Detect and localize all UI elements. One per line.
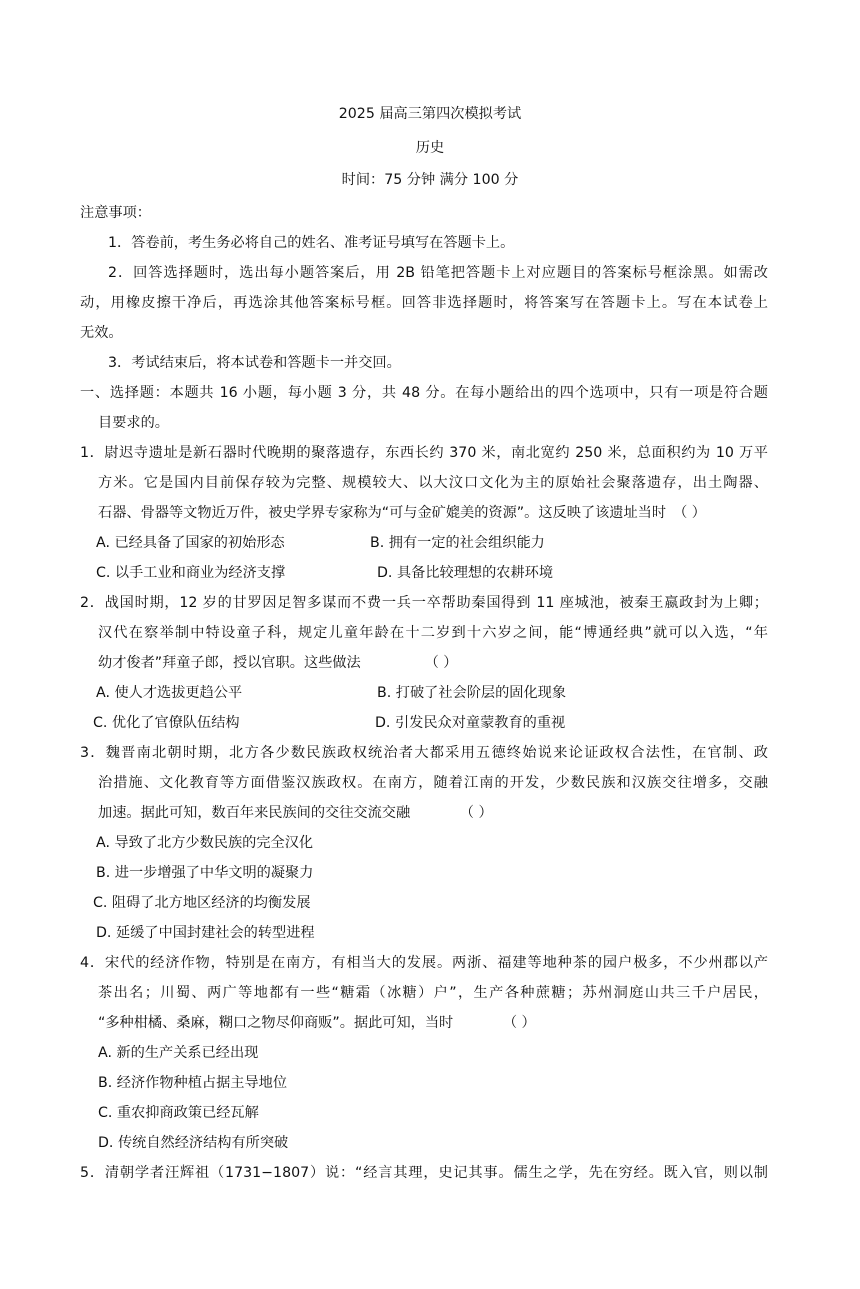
question-4-option-b[interactable]: B. 经济作物种植占据主导地位	[98, 1075, 288, 1091]
notice-item-2-line-3: 无效。	[80, 325, 123, 341]
question-3-option-c[interactable]: C. 阻碍了北方地区经济的均衡发展	[93, 895, 311, 911]
question-1-option-b[interactable]: B. 拥有一定的社会组织能力	[370, 535, 545, 551]
question-4-option-d[interactable]: D. 传统自然经济结构有所突破	[98, 1135, 289, 1151]
question-1-line-2: 方米。它是国内目前保存较为完整、规模较大、以大汶口文化为主的原始社会聚落遗存，出土陶器、	[98, 475, 768, 491]
question-3-line-2: 治措施、文化教育等方面借鉴汉族政权。在南方，随着江南的开发，少数民族和汉族交往增多，交融	[98, 775, 768, 791]
question-1-line-3: 石器、骨器等文物近万件，被史学界专家称为“可与金矿媲美的资源”。这反映了该遗址当时 （ ）	[98, 505, 706, 521]
notice-title: 注意事项：	[80, 205, 151, 221]
notice-item-2-line-2: 动，用橡皮擦干净后，再选涂其他答案标号框。回答非选择题时，将答案写在答题卡上。写在本试卷上	[80, 295, 768, 311]
question-3-line-3: 加速。据此可知，数百年来民族间的交往交流交融 （ ）	[98, 805, 493, 821]
question-3-option-a[interactable]: A. 导致了北方少数民族的完全汉化	[96, 835, 314, 851]
section-heading-line-2: 目要求的。	[98, 415, 169, 431]
exam-title: 2025 届高三第四次模拟考试	[338, 106, 522, 122]
question-1-option-a[interactable]: A. 已经具备了国家的初始形态	[96, 535, 285, 551]
question-3-option-b[interactable]: B. 进一步增强了中华文明的凝聚力	[96, 865, 314, 881]
notice-item-2-line-1: 2．回答选择题时，选出每小题答案后，用 2B 铅笔把答题卡上对应题目的答案标号框涂黑。如需改	[108, 265, 768, 281]
question-4-line-3: “多种柑橘、桑麻，糊口之物尽仰商贩”。据此可知，当时 （ ）	[98, 1015, 536, 1031]
question-2-line-3: 幼才俊者”拜童子郎，授以官职。这些做法 （ ）	[98, 655, 458, 671]
question-2-option-b[interactable]: B. 打破了社会阶层的固化现象	[377, 685, 567, 701]
question-4-line-2: 茶出名；川蜀、两广等地都有一些“糖霜（冰糖）户”，生产各种蔗糖；苏州洞庭山共三千户居民，	[98, 985, 768, 1001]
question-4-line-1: 4．宋代的经济作物，特别是在南方，有相当大的发展。两浙、福建等地种茶的园户极多，不少州郡以产	[80, 955, 768, 971]
question-5-line-1: 5．清朝学者汪辉祖（1731−1807）说：“经言其理，史记其事。儒生之学，先在穷经。既入官，则以制	[80, 1165, 768, 1181]
subject-title: 历史	[415, 140, 445, 156]
question-4-option-c[interactable]: C. 重农抑商政策已经瓦解	[98, 1105, 259, 1121]
question-2-option-a[interactable]: A. 使人才选拔更趋公平	[96, 685, 243, 701]
question-3-option-d[interactable]: D. 延缓了中国封建社会的转型进程	[96, 925, 315, 941]
question-4-option-a[interactable]: A. 新的生产关系已经出现	[98, 1045, 259, 1061]
section-heading-line-1: 一、选择题：本题共 16 小题，每小题 3 分，共 48 分。在每小题给出的四个选项中，只有一项是符合题	[80, 385, 768, 401]
question-1-line-1: 1．尉迟寺遗址是新石器时代晚期的聚落遗存，东西长约 370 米，南北宽约 250 米，总面积约为 10 万平	[80, 445, 768, 461]
question-2-option-c[interactable]: C. 优化了官僚队伍结构	[93, 715, 240, 731]
question-2-option-d[interactable]: D. 引发民众对童蒙教育的重视	[375, 715, 566, 731]
question-1-option-c[interactable]: C. 以手工业和商业为经济支撑	[96, 565, 286, 581]
question-2-line-2: 汉代在察举制中特设童子科，规定儿童年龄在十二岁到十六岁之间，能“博通经典”就可以入选，“年	[98, 625, 768, 641]
notice-item-3: 3．考试结束后，将本试卷和答题卡一并交回。	[108, 355, 401, 371]
question-2-line-1: 2．战国时期，12 岁的甘罗因足智多谋而不费一兵一卒帮助秦国得到 11 座城池，被秦王嬴政封为上卿；	[80, 595, 768, 611]
question-3-line-1: 3．魏晋南北朝时期，北方各少数民族政权统治者大都采用五德终始说来论证政权合法性，在官制、政	[80, 745, 768, 761]
question-1-option-d[interactable]: D. 具备比较理想的农耕环境	[377, 565, 554, 581]
notice-item-1: 1．答卷前，考生务必将自己的姓名、准考证号填写在答题卡上。	[108, 235, 515, 251]
time-info: 时间：75 分钟 满分 100 分	[341, 172, 519, 188]
